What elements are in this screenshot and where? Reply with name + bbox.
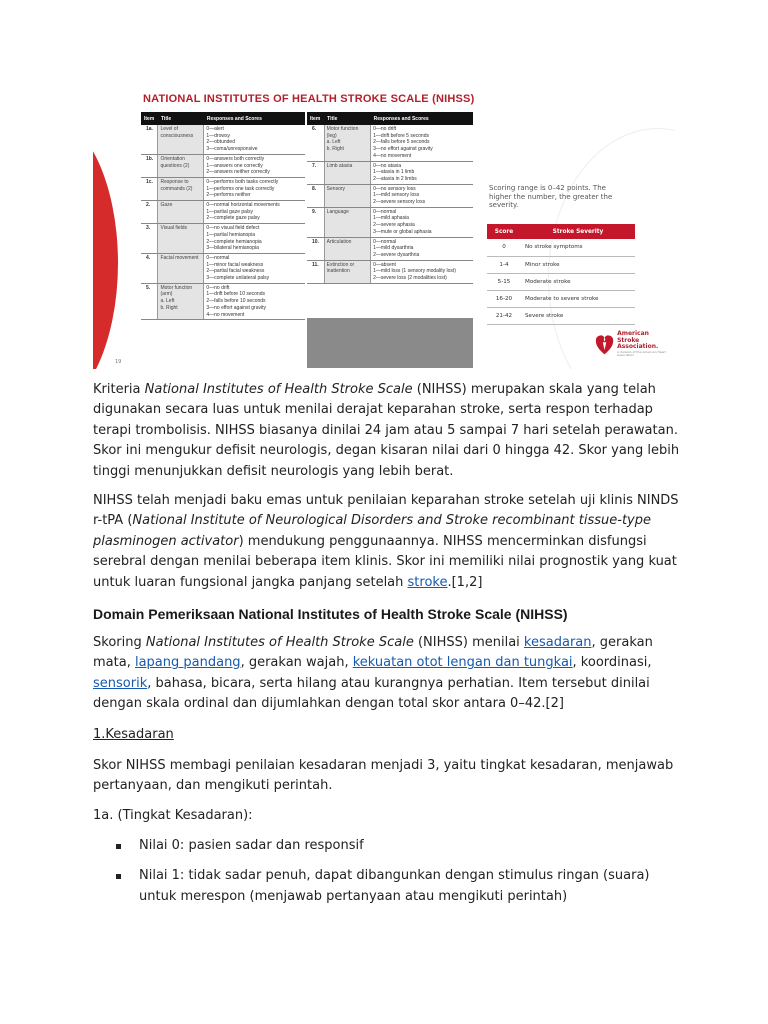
nihss-table-left [141,112,305,320]
item-number: 2. [141,201,158,224]
bullet-list [93,836,683,917]
table-body-right [307,125,473,283]
severity-label: Moderate to severe stroke [521,290,635,307]
item-number: 7. [307,161,324,184]
header-responses: Responses and Scores [204,112,305,125]
response-line: 1—mild dysarthria [373,245,414,252]
response-line: 0—normal [373,238,397,245]
table-row [141,201,305,224]
list-item [93,836,683,856]
severity-score: 21-42 [487,307,521,324]
severity-table-body [487,239,635,324]
item-number: 11. [307,260,324,283]
scoring-note: Scoring range is 0–42 points. The higher the number, the greater the severity. [489,184,613,209]
text-span: (NIHSS) menilai [413,635,524,650]
link-kesadaran[interactable]: kesadaran [523,635,592,650]
response-line: 4—no movement [373,152,412,159]
item-title: Visual fields [158,224,204,254]
response-line: 0—normal [206,254,230,261]
response-line: 2—performs neither [206,192,251,199]
severity-label: Minor stroke [521,256,635,273]
table-body-left [141,125,305,320]
severity-score: 1-4 [487,256,521,273]
item-title: Orientation questions (2) [158,154,204,177]
list-item-text: Nilai 1: tidak sadar penuh, dapat dibangunkan dengan stimulus ringan (suara) untuk merespon (menjawab pertanyaan atau mengikuti perintah) [139,868,650,904]
response-line: 3—mute or global aphasia [373,228,432,235]
header-title: Title [324,112,370,125]
item-responses [204,201,305,224]
section-heading: Domain Pemeriksaan National Institutes of Health Stroke Scale (NIHSS) [93,606,568,622]
response-line: 4—no movement [206,311,245,318]
italic-text: National Institutes of Health Stroke Scale [144,382,413,397]
item-responses [371,161,473,184]
text-span: , gerakan wajah, [240,655,353,671]
severity-score: 5-15 [487,273,521,290]
header-responses: Responses and Scores [371,112,473,125]
paragraph-domains [93,633,683,715]
response-line: 1—drift before 5 seconds [373,132,429,139]
item-title: Extinction or inattention [324,260,370,283]
item-responses [371,237,473,260]
gray-panel [307,318,473,368]
paragraph-gold-standard [93,491,683,593]
paragraph-kesadaran: Skor NIHSS membagi penilaian kesadaran menjadi 3, yaitu tingkat kesadaran, menjawab pertanyaan, dan mengikuti perintah. [93,758,674,794]
table-row [307,125,473,161]
response-line: 3—no effort against gravity [373,146,433,153]
response-line: 3—no effort against gravity [206,304,267,311]
response-line: 2—complete gaze palsy [206,215,260,222]
italic-text: National Institutes of Health Stroke Scale [145,635,414,650]
item-number: 1b. [141,154,158,177]
response-line: 1—drift before 10 seconds [206,291,265,298]
table-row [307,161,473,184]
logo-subtext: A division of the American Heart Association [617,349,666,357]
severity-header-severity: Stroke Severity [521,224,635,239]
table-row [307,207,473,237]
item-responses [204,253,305,283]
severity-label: Severe stroke [521,307,635,324]
item-number: 10. [307,237,324,260]
item-title: Gaze [158,201,204,224]
severity-score: 0 [487,239,521,256]
response-line: 2—falls before 10 seconds [206,298,266,305]
response-line: 2—severe loss (2 modalities lost) [373,275,447,282]
response-line: 1—answers one correctly [206,162,263,169]
response-line: 0—performs both tasks correctly [206,178,279,185]
paragraph-nihss-definition [93,380,683,482]
item-title: Facial movement [158,253,204,283]
response-line: 0—no ataxia [373,162,402,169]
response-line: 0—normal [373,208,397,215]
severity-row [487,290,635,307]
item-responses [204,224,305,254]
paragraph-1a: 1a. (Tingkat Kesadaran): [93,808,253,823]
item-number: 6. [307,125,324,161]
response-line: 3—complete unilateral palsy [206,275,270,282]
bullet-square-icon [116,874,121,879]
nihss-table-right [307,112,473,284]
response-line: 1—mild aphasia [373,215,409,222]
response-line: 2—falls before 5 seconds [373,139,430,146]
response-line: 0—normal horizontal movements [206,202,280,209]
severity-score: 16-20 [487,290,521,307]
response-line: 1—partial gaze palsy [206,208,254,215]
link-lapang-pandang[interactable]: lapang pandang [134,655,241,671]
list-item-text: Nilai 0: pasien sadar dan responsif [139,838,364,853]
link-kekuatan-otot[interactable]: kekuatan otot lengan dan tungkai [352,655,573,671]
response-line: 1—drowsy [206,132,230,139]
item-responses [204,283,305,320]
bullet-square-icon [116,844,121,849]
american-stroke-association-logo [595,331,675,358]
item-responses [204,177,305,200]
severity-row [487,239,635,256]
severity-header-row [487,224,635,239]
nihss-figure [93,88,675,369]
table-row [307,237,473,260]
item-number: 8. [307,184,324,207]
item-number: 1c. [141,177,158,200]
response-line: 2—severe dysarthria [373,251,420,258]
text-span: NIHSS telah menjadi baku emas untuk penilaian keparahan stroke setelah uji klinis NINDS r-tPA ( [93,493,679,529]
item-title: Motor function (arm) a. Left b. Right [158,283,204,320]
red-decorative-shape [93,113,118,369]
severity-label: Moderate stroke [521,273,635,290]
response-line: 0—answers both correctly [206,155,265,162]
response-line: 0—no drift [206,284,230,291]
response-line: 2—obtunded [206,139,235,146]
logo-text-2: Stroke [617,336,640,344]
subheading-kesadaran: 1.Kesadaran [93,727,174,742]
header-title: Title [158,112,204,125]
header-item: Item [141,112,158,125]
text-span: , gerakan mata, [93,635,653,671]
table-header-row [141,112,305,125]
item-title: Articulation [324,237,370,260]
text-span: .[1,2] [447,574,483,590]
item-title: Motor function (leg) a. Left b. Right [324,125,370,161]
severity-row [487,256,635,273]
response-line: 1—mild loss (1 sensory modality lost) [373,268,456,275]
table-row [141,154,305,177]
response-line: 2—ataxia in 2 limbs [373,175,417,182]
italic-text: National Institute of Neurological Disorders and Stroke recombinant tissue-type plasminogen activator [93,513,651,549]
severity-header-score: Score [487,224,521,239]
table-row [141,283,305,320]
text-span: Skoring [93,635,146,650]
item-responses [371,184,473,207]
severity-table [487,224,635,325]
header-item: Item [307,112,324,125]
response-line: 0—no visual field defect [206,225,260,232]
item-title: Response to commands (2) [158,177,204,200]
response-line: 0—no sensory loss [373,185,416,192]
item-number: 1a. [141,125,158,154]
response-line: 2—complete hemianopia [206,238,262,245]
table-row [141,125,305,154]
item-responses [204,125,305,154]
response-line: 0—alert [206,126,224,132]
item-title: Language [324,207,370,237]
response-line: 0—no drift [373,126,397,132]
response-line: 2—severe aphasia [373,222,415,229]
response-line: 3—bilateral hemianopia [206,245,259,252]
link-stroke[interactable]: stroke [407,574,448,590]
response-line: 2—partial facial weakness [206,268,265,275]
item-number: 9. [307,207,324,237]
response-line: 0—absent [373,261,396,268]
list-item [93,866,683,907]
response-line: 3—coma/unresponsive [206,146,258,153]
item-title: Limb ataxia [324,161,370,184]
item-responses [371,207,473,237]
response-line: 1—mild sensory loss [373,192,420,199]
item-responses [371,125,473,161]
heart-torch-icon [595,331,614,357]
text-span: (NIHSS) merupakan skala yang telah digunakan secara luas untuk menilai derajat keparahan stroke, serta respon terhadap terapi trombolisis. NIHSS biasanya dinilai 24 jam atau 5 sampai 7 hari setelah perawatan. Skor ini mengukur defisit neurologis, degan kisaran nilai dari 0 hingga 42. Skor yang lebih tinggi menunjukkan defisit neurologis yang lebih berat. [93,382,680,479]
severity-label: No stroke symptoms [521,239,635,256]
logo-text-block [617,331,675,358]
response-line: 1—performs one task correctly [206,185,275,192]
item-number: 5. [141,283,158,320]
text-span: ) mendukung penggunaannya. NIHSS mencerminkan disfungsi serebral dengan menilai beberapa item klinis. Skor ini memiliki nilai prognostik yang kuat untuk luaran fungsional jangka panjang setelah [93,533,677,590]
item-responses [371,260,473,283]
table-row [307,260,473,283]
figure-title: NATIONAL INSTITUTES OF HEALTH STROKE SCALE (NIHSS) [143,93,475,105]
text-span: , koordinasi, [572,655,652,671]
item-number: 3. [141,224,158,254]
item-number: 4. [141,253,158,283]
table-row [141,177,305,200]
logo-text-1: American [617,330,649,337]
logo-text-3: Association. [617,343,659,350]
table-row [141,224,305,254]
severity-row [487,307,635,324]
severity-row [487,273,635,290]
response-line: 1—minor facial weakness [206,261,264,268]
item-responses [204,154,305,177]
link-sensorik[interactable]: sensorik [93,675,148,691]
table-header-row [307,112,473,125]
response-line: 1—partial hemianopia [206,231,255,238]
page-number: 19 [115,359,122,365]
item-title: Sensory [324,184,370,207]
table-row [141,253,305,283]
text-span: Kriteria [93,382,145,397]
response-line: 1—ataxia in 1 limb [373,169,415,176]
item-title: Level of consciousness [158,125,204,154]
text-span: , bahasa, bicara, serta hilang atau kurangnya perhatian. Item tersebut dinilai dengan skala ordinal dan dijumlahkan dengan total skor antara 0–42.[2] [93,675,650,712]
response-line: 2—severe sensory loss [373,199,426,206]
response-line: 2—answers neither correctly [206,169,270,176]
table-row [307,184,473,207]
